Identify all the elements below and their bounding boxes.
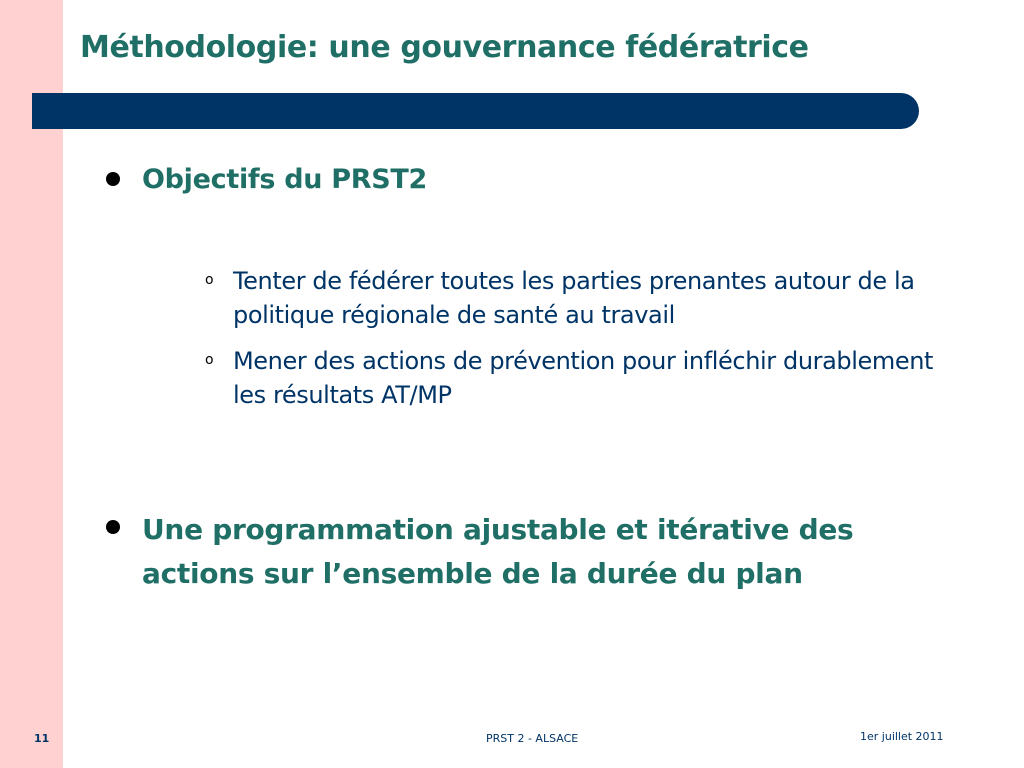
sub-bullet-prevention: [205, 344, 953, 412]
sub-bullet-federer: [205, 264, 953, 332]
title-underline-bar-end: [855, 93, 919, 129]
slide-title: Méthodologie: une gouvernance fédératrice: [80, 30, 809, 65]
bullet-dot-icon: [106, 172, 120, 186]
bullet-objectifs: [106, 160, 427, 200]
footer-date: 1er juillet 2011: [860, 730, 944, 743]
sub-bullet-circle-icon: o: [205, 272, 214, 288]
sub-bullet-text: Tenter de fédérer toutes les parties prenantes autour de la politique régionale de santé au travail: [233, 267, 915, 329]
footer-center-text: PRST 2 - ALSACE: [486, 732, 579, 745]
slide-number: 11: [34, 732, 50, 745]
bullet-dot-icon: [106, 520, 120, 534]
sub-bullet-text: Mener des actions de prévention pour infléchir durablement les résultats AT/MP: [233, 347, 934, 409]
bullet-text: Objectifs du PRST2: [142, 164, 428, 195]
bullet-text: Une programmation ajustable et itérative des actions sur l’ensemble de la durée du plan: [142, 513, 854, 590]
bullet-programmation: [106, 508, 926, 596]
sub-bullet-circle-icon: o: [205, 352, 214, 368]
title-underline-bar: [32, 93, 872, 129]
